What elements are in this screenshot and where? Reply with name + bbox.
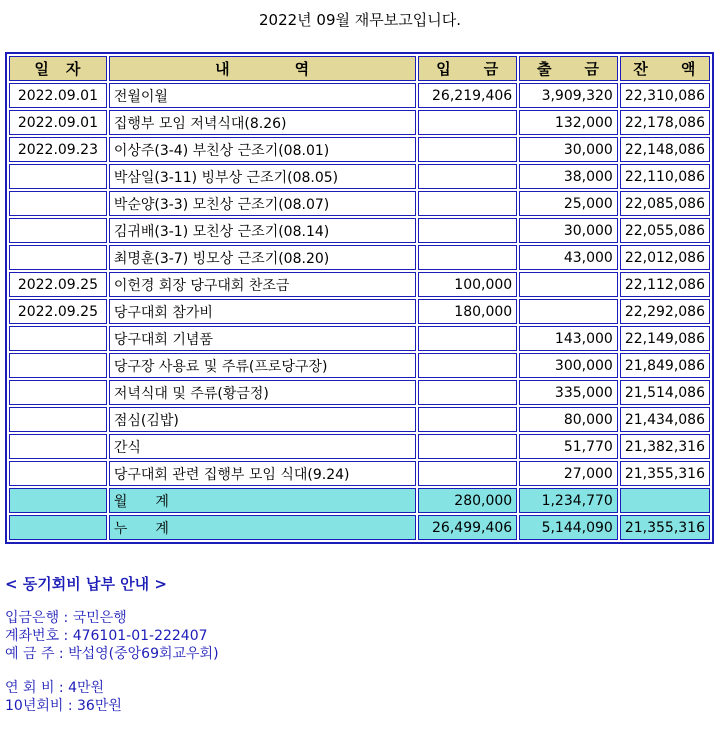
cell-date: [9, 218, 107, 243]
cell-in: [418, 164, 517, 189]
cell-in: [418, 245, 517, 270]
cell-in: [418, 380, 517, 405]
cell-desc: 집행부 모임 저녁식대(8.26): [109, 110, 417, 135]
cell-out: 143,000: [519, 326, 618, 351]
cell-out: 3,909,320: [519, 83, 618, 108]
cell-empty: [9, 515, 107, 540]
cell-in: 100,000: [418, 272, 517, 297]
finance-table: [5, 52, 714, 544]
cell-in: [418, 191, 517, 216]
cell-balance: 21,434,086: [620, 407, 710, 432]
cell-balance: 21,382,316: [620, 434, 710, 459]
cell-in: [418, 461, 517, 486]
cell-date: 2022.09.23: [9, 137, 107, 162]
cell-in: [418, 137, 517, 162]
cell-total-label: 누 계: [109, 515, 417, 540]
cell-in: 180,000: [418, 299, 517, 324]
table-row: [9, 434, 710, 459]
cell-desc: 이상주(3-4) 부친상 근조기(08.01): [109, 137, 417, 162]
cell-balance: 21,514,086: [620, 380, 710, 405]
cell-desc: 당구대회 관련 집행부 모임 식대(9.24): [109, 461, 417, 486]
cell-date: [9, 380, 107, 405]
cell-balance: 22,292,086: [620, 299, 710, 324]
table-row: [9, 299, 710, 324]
cell-balance: 22,149,086: [620, 326, 710, 351]
cell-date: [9, 326, 107, 351]
cell-out: 30,000: [519, 218, 618, 243]
notice-holder: 예 금 주 : 박섭영(중앙69회교우회): [5, 646, 219, 662]
cell-date: [9, 245, 107, 270]
cell-empty: [9, 488, 107, 513]
cell-in: 26,219,406: [418, 83, 517, 108]
table-row: [9, 137, 710, 162]
header-desc: 내 역: [109, 56, 417, 81]
notice-heading: < 동기회비 납부 안내 >: [5, 575, 167, 593]
cell-balance: 22,178,086: [620, 110, 710, 135]
cell-balance: 22,112,086: [620, 272, 710, 297]
cell-balance: 21,355,316: [620, 461, 710, 486]
cell-in: 280,000: [418, 488, 517, 513]
notice-account: 계좌번호 : 476101-01-222407: [5, 628, 208, 644]
table-row: [9, 326, 710, 351]
cell-out: 38,000: [519, 164, 618, 189]
cell-in: [418, 326, 517, 351]
cell-in: [418, 434, 517, 459]
cell-date: 2022.09.25: [9, 272, 107, 297]
cell-balance: 22,310,086: [620, 83, 710, 108]
table-row: [9, 272, 710, 297]
cell-desc: 점심(김밥): [109, 407, 417, 432]
cell-out: 27,000: [519, 461, 618, 486]
cell-total-label: 월 계: [109, 488, 417, 513]
cell-balance: 22,148,086: [620, 137, 710, 162]
cell-out: 51,770: [519, 434, 618, 459]
total-row: [9, 488, 710, 513]
cell-desc: 최명훈(3-7) 빙모상 근조기(08.20): [109, 245, 417, 270]
header-balance: 잔 액: [620, 56, 710, 81]
table-row: [9, 407, 710, 432]
dues-notice: [5, 575, 219, 715]
cell-balance: 22,110,086: [620, 164, 710, 189]
table-row: [9, 191, 710, 216]
notice-ten-year-fee: 10년회비 : 36만원: [5, 698, 122, 714]
table-row: [9, 380, 710, 405]
cell-balance: 22,012,086: [620, 245, 710, 270]
cell-out: 1,234,770: [519, 488, 618, 513]
table-row: [9, 461, 710, 486]
cell-date: 2022.09.25: [9, 299, 107, 324]
cell-out: 300,000: [519, 353, 618, 378]
cell-date: [9, 461, 107, 486]
cell-date: 2022.09.01: [9, 110, 107, 135]
table-row: [9, 164, 710, 189]
cell-desc: 이헌경 회장 당구대회 찬조금: [109, 272, 417, 297]
cell-balance: 21,849,086: [620, 353, 710, 378]
cell-in: [418, 218, 517, 243]
cell-out: 43,000: [519, 245, 618, 270]
table-row: [9, 218, 710, 243]
cell-desc: 간식: [109, 434, 417, 459]
header-in: 입 금: [418, 56, 517, 81]
cell-balance: [620, 488, 710, 513]
notice-bank: 입금은행 : 국민은행: [5, 610, 127, 626]
cell-out: [519, 299, 618, 324]
cell-in: [418, 353, 517, 378]
table-row: [9, 110, 710, 135]
header-out: 출 금: [519, 56, 618, 81]
cell-in: 26,499,406: [418, 515, 517, 540]
cell-out: [519, 272, 618, 297]
cell-date: [9, 164, 107, 189]
header-date: 일 자: [9, 56, 107, 81]
cell-date: [9, 191, 107, 216]
cell-date: [9, 353, 107, 378]
table-row: [9, 245, 710, 270]
table-row: [9, 353, 710, 378]
cell-desc: 김귀배(3-1) 모친상 근조기(08.14): [109, 218, 417, 243]
cell-out: 5,144,090: [519, 515, 618, 540]
cell-out: 80,000: [519, 407, 618, 432]
cell-desc: 박순양(3-3) 모친상 근조기(08.07): [109, 191, 417, 216]
table-row: [9, 83, 710, 108]
page-title: 2022년 09월 재무보고입니다.: [259, 11, 461, 29]
cell-desc: 당구대회 참가비: [109, 299, 417, 324]
cell-date: [9, 407, 107, 432]
cell-balance: 22,055,086: [620, 218, 710, 243]
cell-desc: 박삼일(3-11) 빙부상 근조기(08.05): [109, 164, 417, 189]
cell-out: 132,000: [519, 110, 618, 135]
cell-out: 335,000: [519, 380, 618, 405]
notice-annual-fee: 연 회 비 : 4만원: [5, 680, 105, 696]
cell-out: 30,000: [519, 137, 618, 162]
cell-out: 25,000: [519, 191, 618, 216]
total-row: [9, 515, 710, 540]
cell-date: [9, 434, 107, 459]
cell-date: 2022.09.01: [9, 83, 107, 108]
cell-balance: 22,085,086: [620, 191, 710, 216]
cell-desc: 전월이월: [109, 83, 417, 108]
cell-in: [418, 407, 517, 432]
cell-balance: 21,355,316: [620, 515, 710, 540]
cell-desc: 당구대회 기념품: [109, 326, 417, 351]
cell-desc: 저녁식대 및 주류(황금정): [109, 380, 417, 405]
table-header-row: [9, 56, 710, 81]
cell-desc: 당구장 사용료 및 주류(프로당구장): [109, 353, 417, 378]
cell-in: [418, 110, 517, 135]
